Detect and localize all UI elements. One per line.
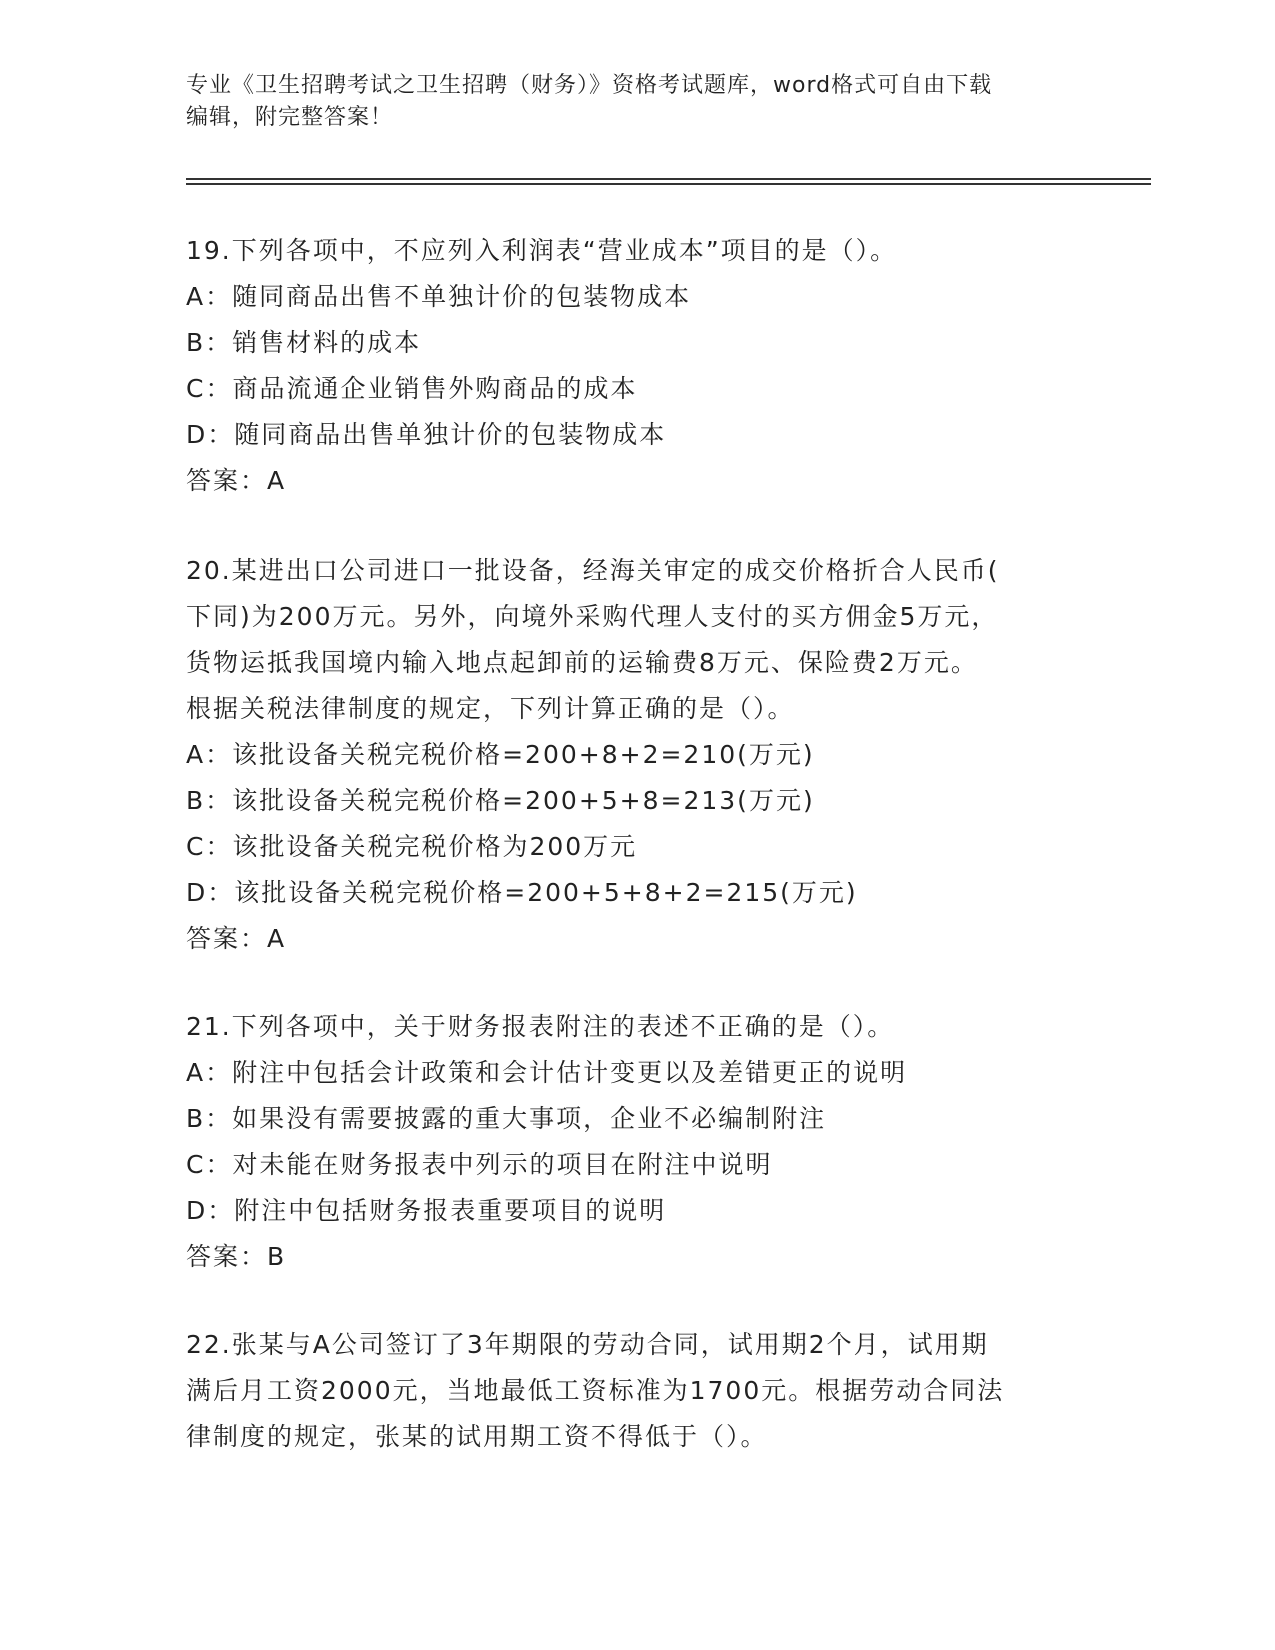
option-b: B：该批设备关税完税价格=200+5+8=213(万元) [186, 786, 815, 815]
option-d: D：该批设备关税完税价格=200+5+8+2=215(万元) [186, 878, 858, 907]
option-a: A：该批设备关税完税价格=200+8+2=210(万元) [186, 740, 815, 769]
document-header [186, 70, 1086, 134]
question-stem: 22.张某与A公司签订了3年期限的劳动合同，试用期2个月，试用期 [186, 1330, 989, 1359]
question-stem: 19.下列各项中，不应列入利润表“营业成本”项目的是（）。 [186, 236, 898, 265]
option-b: B：如果没有需要披露的重大事项，企业不必编制附注 [186, 1104, 827, 1133]
answer: 答案：A [186, 466, 287, 495]
option-d: D：随同商品出售单独计价的包装物成本 [186, 420, 667, 449]
answer: 答案：A [186, 924, 287, 953]
option-a: A：附注中包括会计政策和会计估计变更以及差错更正的说明 [186, 1058, 908, 1087]
answer: 答案：B [186, 1242, 287, 1271]
question-stem: 21.下列各项中，关于财务报表附注的表述不正确的是（）。 [186, 1012, 895, 1041]
option-c: C：商品流通企业销售外购商品的成本 [186, 374, 638, 403]
question-stem: 下同)为200万元。另外，向境外采购代理人支付的买方佣金5万元， [186, 602, 999, 631]
question-21 [186, 1004, 1086, 1280]
question-22 [186, 1322, 1086, 1460]
header-divider [186, 183, 1151, 185]
option-d: D：附注中包括财务报表重要项目的说明 [186, 1196, 667, 1225]
question-stem: 20.某进出口公司进口一批设备，经海关审定的成交价格折合人民币( [186, 556, 1000, 585]
option-c: C：对未能在财务报表中列示的项目在附注中说明 [186, 1150, 773, 1179]
option-c: C：该批设备关税完税价格为200万元 [186, 832, 638, 861]
question-stem: 满后月工资2000元，当地最低工资标准为1700元。根据劳动合同法 [186, 1376, 1005, 1405]
question-20 [186, 548, 1086, 962]
option-b: B：销售材料的成本 [186, 328, 422, 357]
option-a: A：随同商品出售不单独计价的包装物成本 [186, 282, 692, 311]
question-stem: 律制度的规定，张某的试用期工资不得低于（）。 [186, 1422, 768, 1451]
question-19 [186, 228, 1086, 504]
question-stem: 根据关税法律制度的规定，下列计算正确的是（）。 [186, 694, 795, 723]
header-line: 编辑，附完整答案！ [186, 105, 394, 130]
header-divider [186, 178, 1151, 180]
question-stem: 货物运抵我国境内输入地点起卸前的运输费8万元、保险费2万元。 [186, 648, 978, 677]
header-line: 专业《卫生招聘考试之卫生招聘（财务）》资格考试题库，word格式可自由下载 [186, 73, 993, 98]
